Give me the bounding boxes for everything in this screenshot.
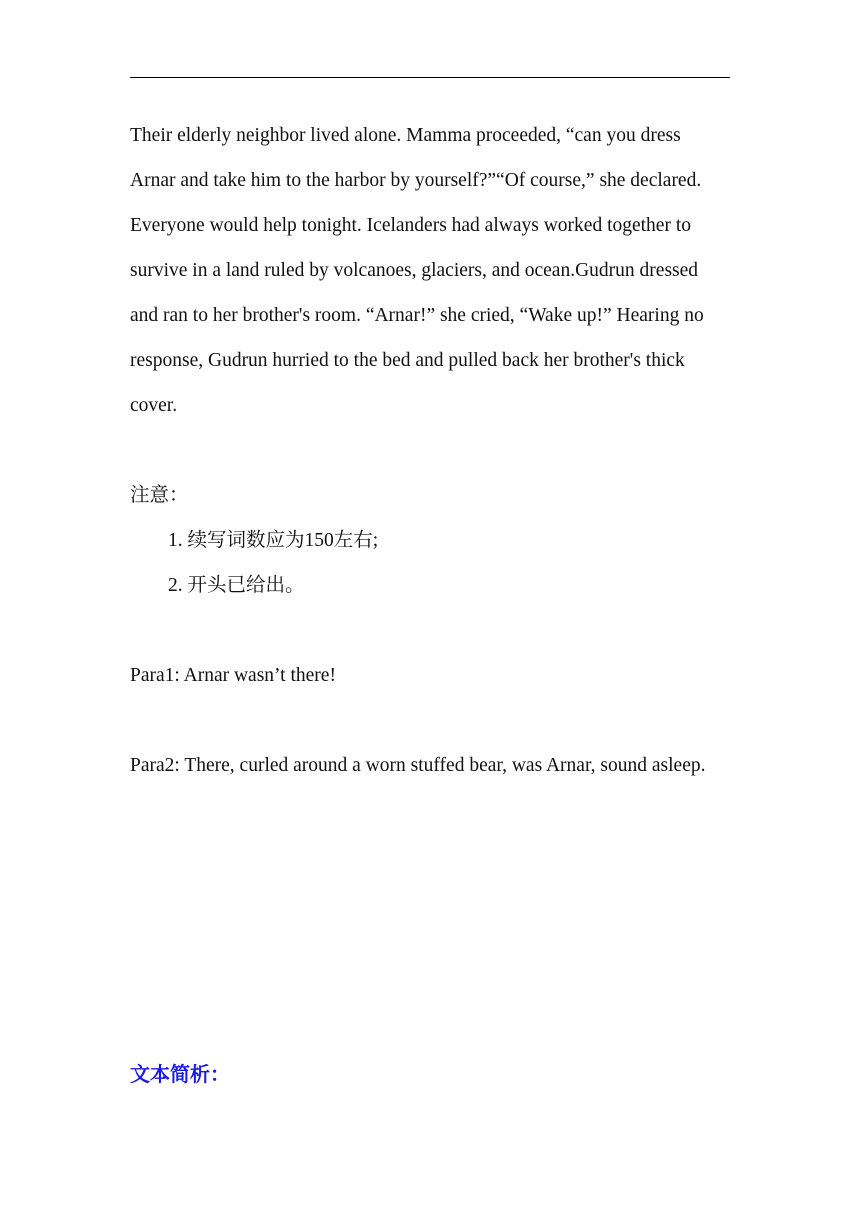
para1-opening: Para1: Arnar wasn’t there! (130, 665, 336, 686)
notes-heading: 注意： (130, 485, 189, 506)
notes-item: 2. 开头已给出。 (168, 575, 305, 596)
header-rule (130, 77, 730, 78)
story-passage: Their elderly neighbor lived alone. Mamma proceeded, “can you dress Arnar and take him to the harbor by yourself?”“Of course,” she declared. Everyone would help tonight. Icelanders had always worked together to survive in a land ruled by volcanoes, glaciers, and ocean.Gudrun dressed and ran to her brother's room. “Arnar!” she cried, “Wake up!” Hearing no response, Gudrun hurried to the bed and pulled back her brother's thick cover. (130, 125, 704, 416)
notes-list (130, 518, 720, 608)
para2-opening: Para2: There, curled around a worn stuffed bear, was Arnar, sound asleep. (130, 755, 706, 776)
document-body (130, 113, 720, 788)
notes-item: 1. 续写词数应为150左右; (168, 530, 379, 551)
text-analysis-heading: 文本简析： (130, 1064, 230, 1086)
